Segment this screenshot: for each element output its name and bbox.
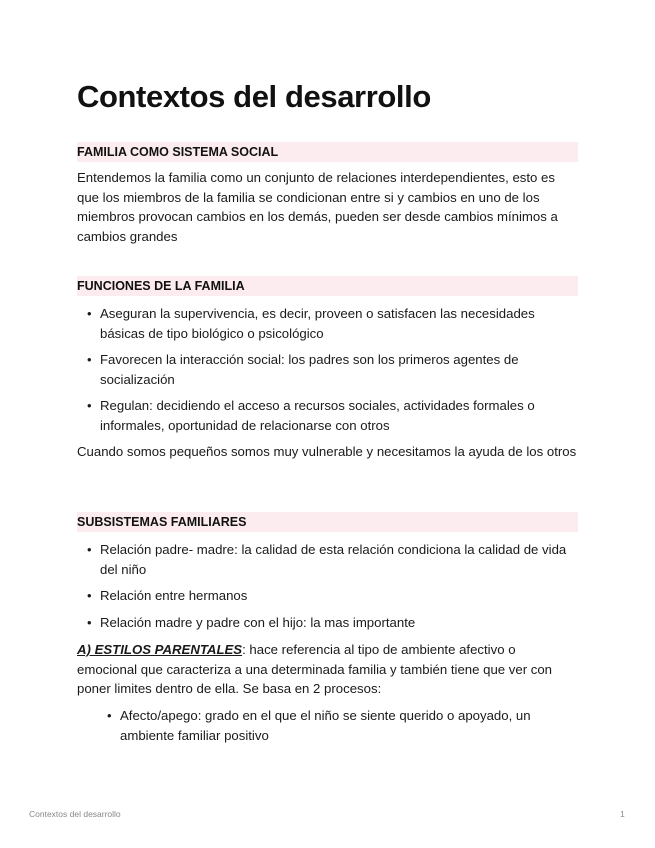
section-heading-funciones: FUNCIONES DE LA FAMILIA: [77, 276, 578, 296]
list-funciones: [77, 304, 578, 443]
list-item: • Relación padre- madre: la calidad de esta relación condiciona la calidad de vida del niño: [87, 542, 567, 577]
section-heading-subsistemas: SUBSISTEMAS FAMILIARES: [77, 512, 578, 532]
paragraph-estilos: [77, 640, 578, 699]
bullet-icon: •: [87, 398, 92, 414]
list-item: • Afecto/apego: grado en el que el niño se siente querido o apoyado, un ambiente familiar positivo: [107, 708, 531, 743]
bullet-icon: •: [107, 708, 112, 723]
list-item: • Favorecen la interacción social: los padres son los primeros agentes de socialización: [87, 352, 519, 387]
footer-title: Contextos del desarrollo: [29, 809, 121, 819]
paragraph-note: Cuando somos pequeños somos muy vulnerable y necesitamos la ayuda de los otros: [77, 444, 577, 459]
bullet-icon: •: [87, 614, 92, 630]
section-heading-familia: FAMILIA COMO SISTEMA SOCIAL: [77, 142, 578, 162]
estilos-title: A) ESTILOS PARENTALES: [77, 642, 243, 657]
list-item: • Aseguran la supervivencia, es decir, proveen o satisfacen las necesidades básicas de tipo biológico o psicológico: [87, 306, 535, 341]
bullet-icon: •: [87, 588, 92, 604]
bullet-icon: •: [87, 306, 92, 321]
estilos-text: : hace referencia al tipo de ambiente afectivo o emocional que caracteriza a una determinada familia y también tiene que ver con poner limites dentro de ella. Se basa en 2 procesos:: [77, 642, 553, 697]
bullet-icon: •: [87, 542, 92, 557]
page-title: Contextos del desarrollo: [77, 79, 431, 114]
list-item: • Relación entre hermanos: [77, 586, 578, 606]
list-subsistemas: [77, 540, 578, 639]
paragraph-familia: Entendemos la familia como un conjunto de relaciones interdependientes, esto es que los miembros de la familia se condicionan entre si y cambios en uno de los miembros provocan cambios en los demás, pueden ser desde cambios mínimos a cambios grandes: [77, 170, 558, 244]
list-item: • Regulan: decidiendo el acceso a recursos sociales, actividades formales o informales, oportunidad de relacionarse con otros: [87, 398, 535, 433]
page-number: 1: [620, 809, 625, 819]
bullet-icon: •: [87, 352, 92, 368]
list-item: • Relación madre y padre con el hijo: la mas importante: [77, 613, 578, 633]
sublist-estilos: [97, 706, 578, 752]
